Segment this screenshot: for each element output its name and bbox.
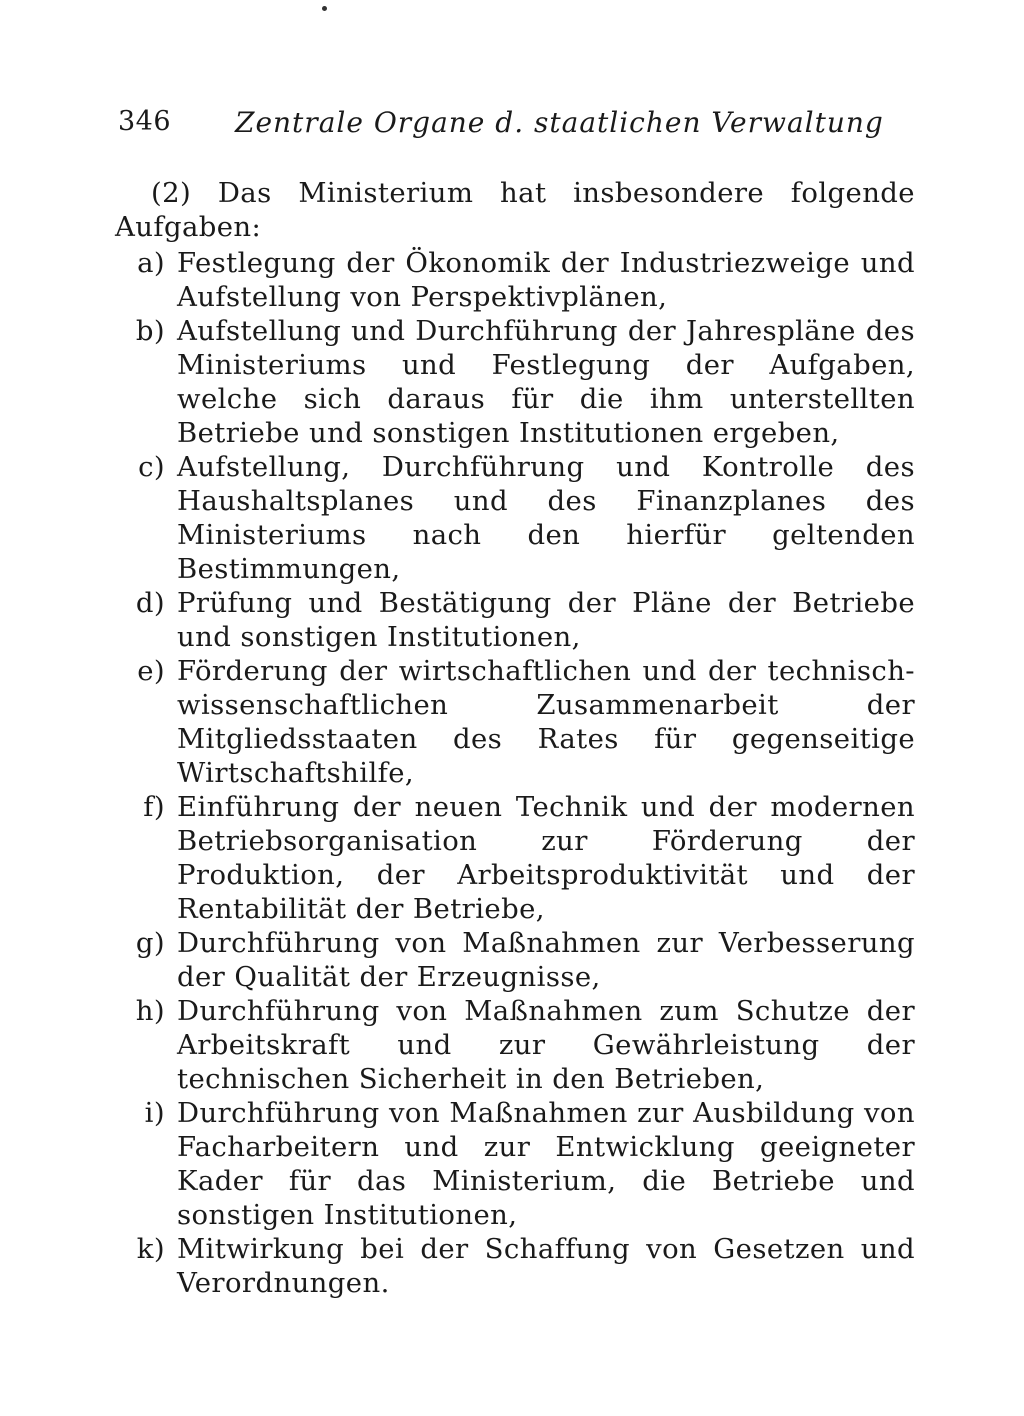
list-item-text: Prüfung und Bestätigung der Pläne der Betriebe und sonstigen Institutionen, bbox=[177, 587, 915, 653]
list-item-d bbox=[115, 586, 915, 654]
list-item-label: k) bbox=[136, 1233, 165, 1265]
list-item-a bbox=[115, 246, 915, 314]
paragraph-intro: (2) Das Ministerium hat insbesondere folgende Aufgaben: bbox=[115, 177, 915, 243]
list-item-i bbox=[115, 1096, 915, 1232]
running-title: Zentrale Organe d. staatlichen Verwaltung bbox=[235, 106, 884, 139]
list-item-text: Mitwirkung bei der Schaffung von Gesetzen und Verordnungen. bbox=[177, 1233, 915, 1299]
list-item-h bbox=[115, 994, 915, 1096]
list-item-text: Durchführung von Maßnahmen zur Verbesserung der Qualität der Erzeugnisse, bbox=[177, 927, 915, 993]
list-item-text: Aufstellung, Durchführung und Kontrolle des Haushaltsplanes und des Finanzplanes des Ministeriums nach den hierfür geltenden Bestimmungen, bbox=[177, 451, 915, 585]
list-item-c bbox=[115, 450, 915, 586]
body-text bbox=[115, 176, 915, 1300]
page-number: 346 bbox=[118, 106, 172, 137]
list-item-label: h) bbox=[135, 995, 165, 1027]
page-header bbox=[118, 106, 918, 146]
list-item-label: g) bbox=[135, 927, 165, 959]
list-item-text: Durchführung von Maßnahmen zum Schutze der Arbeitskraft und zur Gewährleistung der technischen Sicherheit in den Betrieben, bbox=[177, 995, 915, 1095]
list-item-g bbox=[115, 926, 915, 994]
list-item-text: Einführung der neuen Technik und der modernen Betriebsorganisation zur Förderung der Produktion, der Arbeitsproduktivität und der Rentabilität der Betriebe, bbox=[177, 791, 915, 925]
list-item-text: Festlegung der Ökonomik der Industriezweige und Aufstellung von Perspektivplänen, bbox=[177, 247, 915, 313]
list-item-label: b) bbox=[135, 315, 165, 347]
list-item-f bbox=[115, 790, 915, 926]
list-item-k bbox=[115, 1232, 915, 1300]
print-speck bbox=[322, 6, 327, 11]
list-item-label: c) bbox=[138, 451, 165, 483]
list-item-label: a) bbox=[137, 247, 165, 279]
list-item-text: Förderung der wirtschaftlichen und der technisch-wissenschaftlichen Zusammenarbeit der Mitgliedsstaaten des Rates für gegenseitige Wirtschaftshilfe, bbox=[177, 655, 915, 789]
list-item-label: d) bbox=[135, 587, 165, 619]
list-item-label: i) bbox=[144, 1097, 165, 1129]
list-item-b bbox=[115, 314, 915, 450]
list-item-label: e) bbox=[137, 655, 165, 687]
list-item-e bbox=[115, 654, 915, 790]
list-item-label: f) bbox=[143, 791, 165, 823]
list-item-text: Aufstellung und Durchführung der Jahrespläne des Ministeriums und Festlegung der Aufgaben, welche sich daraus für die ihm unterstellten Betriebe und sonstigen Institutionen ergeben, bbox=[177, 315, 915, 449]
list-item-text: Durchführung von Maßnahmen zur Ausbildung von Facharbeitern und zur Entwicklung geeigneter Kader für das Ministerium, die Betriebe und sonstigen Institutionen, bbox=[177, 1097, 915, 1231]
